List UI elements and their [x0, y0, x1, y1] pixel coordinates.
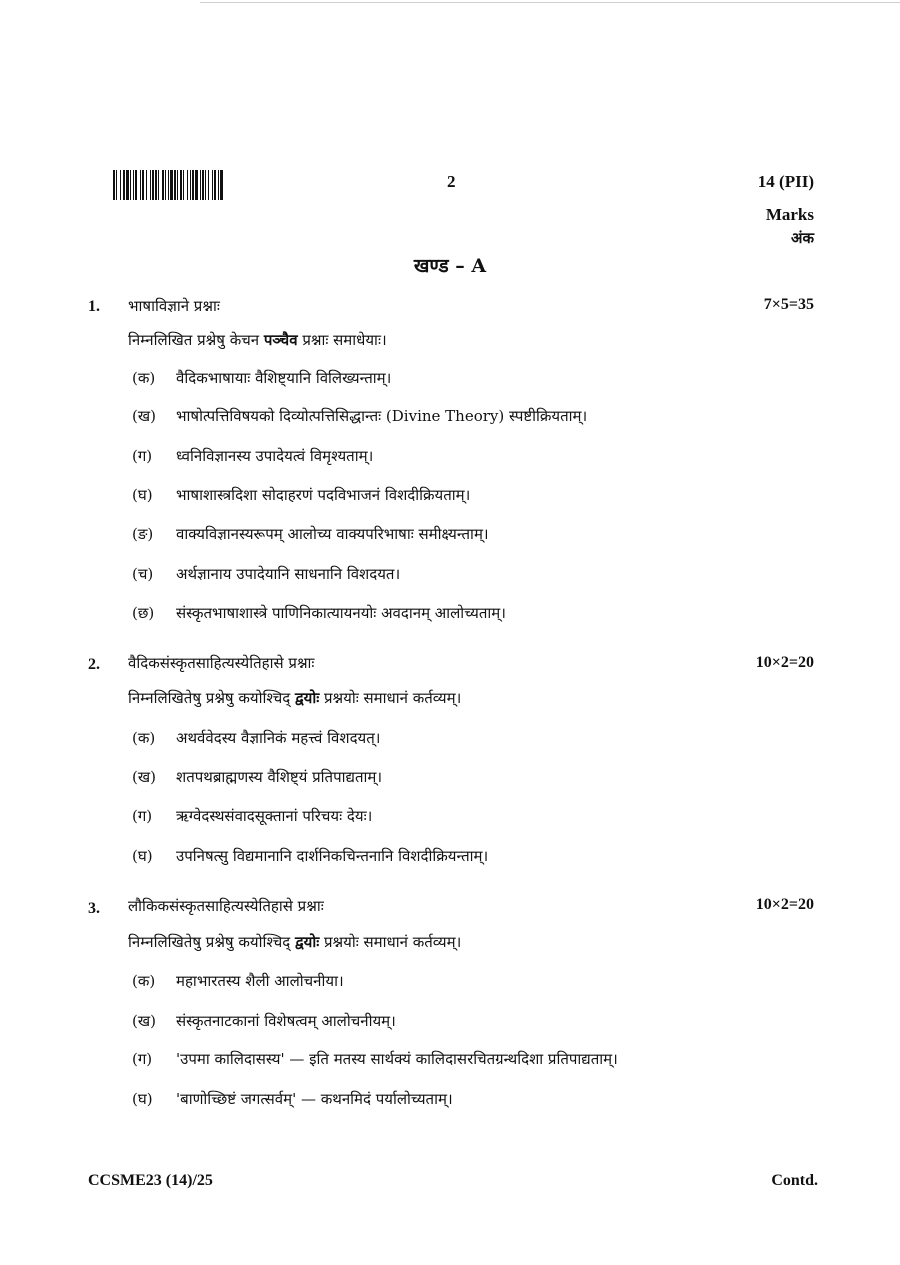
question-2-item: (घ) उपनिषत्सु विद्यमानानि दार्शनिकचिन्तनानि विशदीक्रियन्ताम्। — [132, 847, 489, 865]
question-3-item: (घ) 'बाणोच्छिष्टं जगत्सर्वम्' — कथनमिदं पर्यालोच्यताम्। — [132, 1090, 453, 1108]
paper-code: 14 (PII) — [757, 172, 814, 191]
question-3-title: लौकिकसंस्कृतसाहित्यस्येतिहासे प्रश्नाः — [128, 897, 324, 915]
question-1-item: (च) अर्थज्ञानाय उपादेयानि साधनानि विशदयत। — [132, 565, 401, 583]
question-1-item: (ख) भाषोत्पत्तिविषयको दिव्योत्पत्तिसिद्धान्तः (Divine Theory) स्पष्टीक्रियताम्। — [132, 407, 588, 425]
barcode — [113, 170, 259, 200]
question-1-item: (घ) भाषाशास्त्रदिशा सोदाहरणं पदविभाजनं विशदीक्रियताम्। — [132, 486, 471, 504]
question-1-item: (छ) संस्कृतभाषाशास्त्रे पाणिनिकात्यायनयोः अवदानम् आलोच्यताम्। — [132, 604, 506, 622]
question-3-item: (क) महाभारतस्य शैली आलोचनीया। — [132, 972, 344, 990]
question-1-number: 1. — [88, 298, 100, 315]
question-2-title: वैदिकसंस्कृतसाहित्यस्येतिहासे प्रश्नाः — [128, 654, 315, 672]
marks-label-hindi: अंक — [791, 229, 814, 247]
question-1-marks: 7×5=35 — [763, 296, 814, 313]
footer-code: CCSME23 (14)/25 — [88, 1172, 213, 1189]
question-2-instruction: निम्नलिखितेषु प्रश्नेषु कयोश्चिद् द्वयोः प्रश्नयोः समाधानं कर्तव्यम्। — [128, 689, 462, 707]
question-1-item: (क) वैदिकभाषायाः वैशिष्ट्यानि विलिख्यन्ताम्। — [132, 369, 392, 387]
question-3-item: (ख) संस्कृतनाटकानां विशेषत्वम् आलोचनीयम्। — [132, 1012, 396, 1030]
question-2-item: (ग) ऋग्वेदस्थसंवादसूक्तानां परिचयः देयः। — [132, 807, 373, 825]
question-3-item: (ग) 'उपमा कालिदासस्य' — इति मतस्य सार्थक्यं कालिदासरचितग्रन्थदिशा प्रतिपाद्यताम्। — [132, 1050, 618, 1068]
footer-contd: Contd. — [771, 1172, 818, 1189]
section-title: खण्ड – A — [413, 255, 487, 277]
question-2-marks: 10×2=20 — [755, 654, 814, 671]
question-1-instruction: निम्नलिखित प्रश्नेषु केचन पञ्चैव प्रश्नाः समाधेयाः। — [128, 331, 387, 349]
question-1-item: (ग) ध्वनिविज्ञानस्य उपादेयत्वं विमृश्यताम्। — [132, 447, 374, 465]
question-3-marks: 10×2=20 — [755, 896, 814, 913]
question-2-number: 2. — [88, 656, 100, 673]
question-3-number: 3. — [88, 900, 100, 917]
question-2-item: (ख) शतपथब्राह्मणस्य वैशिष्ट्यं प्रतिपाद्यताम्। — [132, 768, 383, 786]
marks-label-english: Marks — [765, 205, 814, 224]
top-rule — [200, 2, 900, 3]
question-3-instruction: निम्नलिखितेषु प्रश्नेषु कयोश्चिद् द्वयोः प्रश्नयोः समाधानं कर्तव्यम्। — [128, 933, 462, 951]
question-2-item: (क) अथर्ववेदस्य वैज्ञानिकं महत्त्वं विशदयत्। — [132, 729, 381, 747]
question-1-item: (ङ) वाक्यविज्ञानस्यरूपम् आलोच्य वाक्यपरिभाषाः समीक्ष्यन्ताम्। — [132, 525, 489, 543]
page-number: 2 — [447, 172, 456, 191]
question-1-title: भाषाविज्ञाने प्रश्नाः — [128, 297, 220, 315]
